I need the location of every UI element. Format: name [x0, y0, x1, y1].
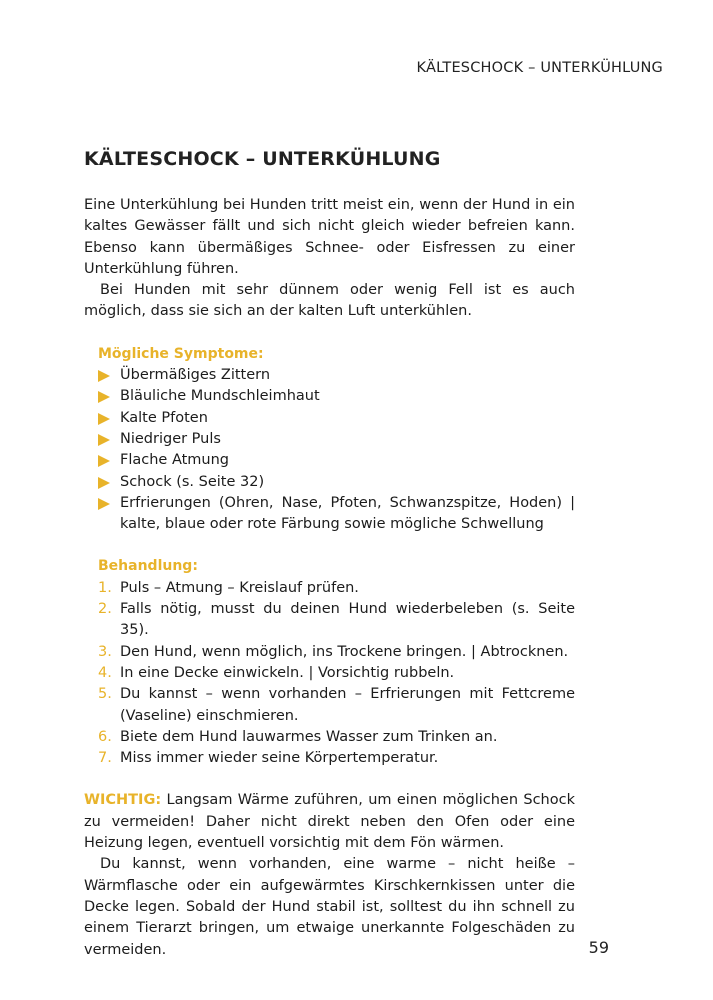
warning-label: WICHTIG: [84, 792, 162, 809]
arrow-right-icon [98, 370, 110, 382]
arrow-right-icon [98, 477, 110, 489]
list-item: 4. In eine Decke einwickeln. | Vorsichtig rubbeln. [98, 663, 575, 684]
symptoms-section [98, 344, 575, 536]
arrow-right-icon [98, 413, 110, 425]
list-item: Kalte Pfoten [98, 408, 575, 429]
list-item: 1. Puls – Atmung – Kreislauf prüfen. [98, 578, 575, 599]
arrow-right-icon [98, 434, 110, 446]
warning-text: Langsam Wärme zuführen, um einen möglichen Schock zu vermeiden! Daher nicht direkt neben den Ofen oder eine Heizung legen, eventuell vorsichtig mit dem Fön wärmen. [84, 792, 575, 852]
closing-paragraph: Du kannst, wenn vorhanden, eine warme – nicht heiße – Wärmflasche oder ein aufgewärmtes Kirschkernkissen unter die Decke legen. Sobald der Hund stabil ist, solltest du ihn schnell zu einem Tierarzt bringen, um etwaige unerkannte Folgeschäden zu vermeiden. [84, 856, 575, 958]
list-item: Bläuliche Mundschleimhaut [98, 386, 575, 407]
treatment-list [98, 578, 575, 770]
list-item: 5. Du kannst – wenn vorhanden – Erfrierungen mit Fettcreme (Vaseline) einschmieren. [98, 686, 575, 724]
intro-paragraph-1: Eine Unterkühlung bei Hunden tritt meist ein, wenn der Hund in ein kaltes Gewässer fällt und sich nicht gleich wieder befreien kann. Ebenso kann übermäßiges Schnee- oder Eisfressen zu einer Unterkühlung führen. [84, 197, 575, 277]
arrow-right-icon [98, 455, 110, 467]
intro-paragraph-2: Bei Hunden mit sehr dünnem oder wenig Fell ist es auch möglich, dass sie sich an der kalten Luft unterkühlen. [84, 282, 575, 320]
arrow-right-icon [98, 498, 110, 510]
running-head: KÄLTESCHOCK – UNTERKÜHLUNG [416, 60, 663, 76]
list-item: Schock (s. Seite 32) [98, 472, 575, 493]
arrow-right-icon [98, 391, 110, 403]
list-item: 3. Den Hund, wenn möglich, ins Trockene bringen. | Abtrocknen. [98, 642, 575, 663]
article-body [84, 195, 575, 961]
warning-paragraph [84, 790, 575, 854]
step-number: 1. [98, 579, 112, 596]
list-item: 2. Falls nötig, musst du deinen Hund wiederbeleben (s. Seite 35). [98, 601, 575, 639]
page-number: 59 [588, 938, 609, 957]
symptoms-list [98, 365, 575, 535]
treatment-label: Behandlung: [98, 558, 198, 575]
step-number: 4. [98, 664, 112, 681]
step-number: 6. [98, 728, 112, 745]
treatment-section [98, 556, 575, 769]
list-item: Erfrierungen (Ohren, Nase, Pfoten, Schwanzspitze, Hoden) | kalte, blaue oder rote Färbung sowie mögliche Schwellung [98, 493, 575, 536]
list-item: 6. Biete dem Hund lauwarmes Wasser zum Trinken an. [98, 727, 575, 748]
list-item: 7. Miss immer wieder seine Körpertemperatur. [98, 748, 575, 769]
list-item: Niedriger Puls [98, 429, 575, 450]
list-item: Flache Atmung [98, 450, 575, 471]
step-number: 5. [98, 686, 112, 703]
step-number: 7. [98, 750, 112, 767]
page-title: KÄLTESCHOCK – UNTERKÜHLUNG [84, 148, 441, 170]
list-item: Übermäßiges Zittern [98, 365, 575, 386]
step-number: 3. [98, 643, 112, 660]
symptoms-label: Mögliche Symptome: [98, 345, 264, 362]
step-number: 2. [98, 601, 112, 618]
